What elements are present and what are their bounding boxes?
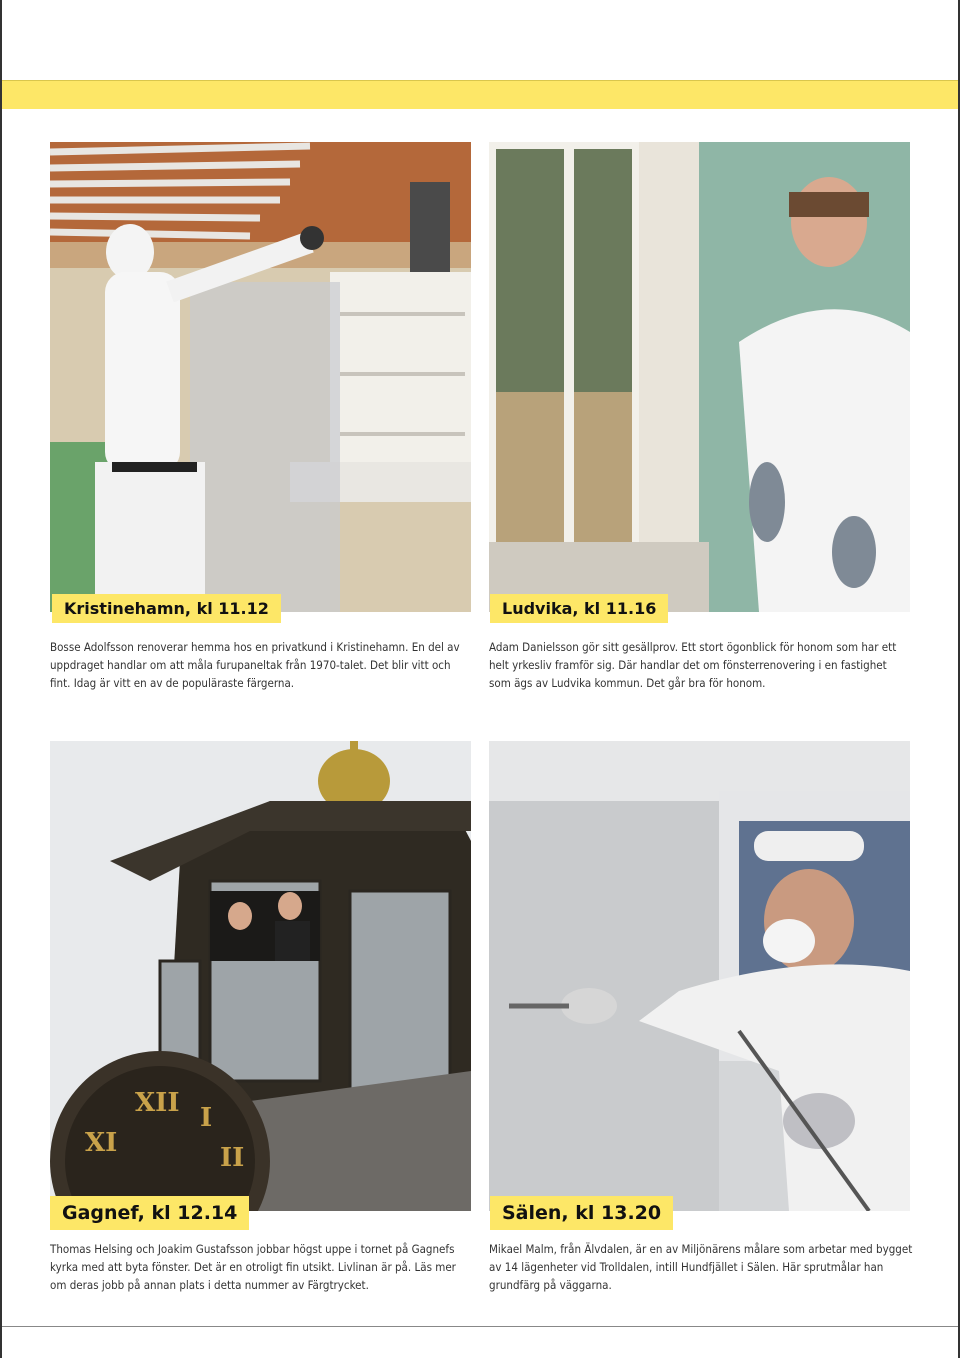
header-band [2,80,958,109]
section-label-gagnef: Gagnef, kl 12.14 [50,1196,249,1230]
section-label-salen: Sälen, kl 13.20 [490,1196,673,1230]
section-label-ludvika: Ludvika, kl 11.16 [490,594,668,623]
caption-kristinehamn [50,638,460,692]
svg-text:I: I [200,1103,213,1133]
caption-gagnef [50,1240,474,1294]
church-tower-photo [50,741,471,1211]
caption-text: Thomas Helsing och Joakim Gustafsson jobbar högst uppe i tornet på Gagnefs kyrka med att byta fönster. Det är en otroligt fin utsikt. Livlinan är på. Läs mer om deras jobb på annan plats i detta nummer av Färgtrycket. [50,1242,456,1292]
caption-text: Adam Danielsson gör sitt gesällprov. Ett stort ögonblick för honom som har ett helt yrkesliv framför sig. Där handlar det om fönsterrenovering i en fastighet som ägs av Ludvika kommun. Det går bra för honom. [489,640,897,690]
caption-salen [489,1240,913,1294]
painter-ceiling-photo [50,142,471,612]
painter-window-photo [489,142,910,612]
spray-painter-photo [489,741,910,1211]
page-border-left [0,0,2,1358]
svg-text:II: II [220,1143,245,1173]
caption-text: Mikael Malm, från Älvdalen, är en av Miljönärens målare som arbetar med bygget av 14 lägenheter vid Trolldalen, intill Hundfjället i Sälen. Här sprutmålar han grundfärg på väggarna. [489,1242,913,1292]
caption-text: Bosse Adolfsson renoverar hemma hos en privatkund i Kristinehamn. En del av uppdraget handlar om att måla furupaneltak från 1970-talet. Det blir vitt och fint. Idag är vitt en av de populäraste färgerna. [50,640,460,690]
svg-text:XI: XI [85,1128,118,1158]
caption-ludvika [489,638,910,692]
footer-rule [2,1326,958,1327]
section-label-kristinehamn: Kristinehamn, kl 11.12 [52,594,281,623]
svg-text:XII: XII [135,1088,180,1118]
